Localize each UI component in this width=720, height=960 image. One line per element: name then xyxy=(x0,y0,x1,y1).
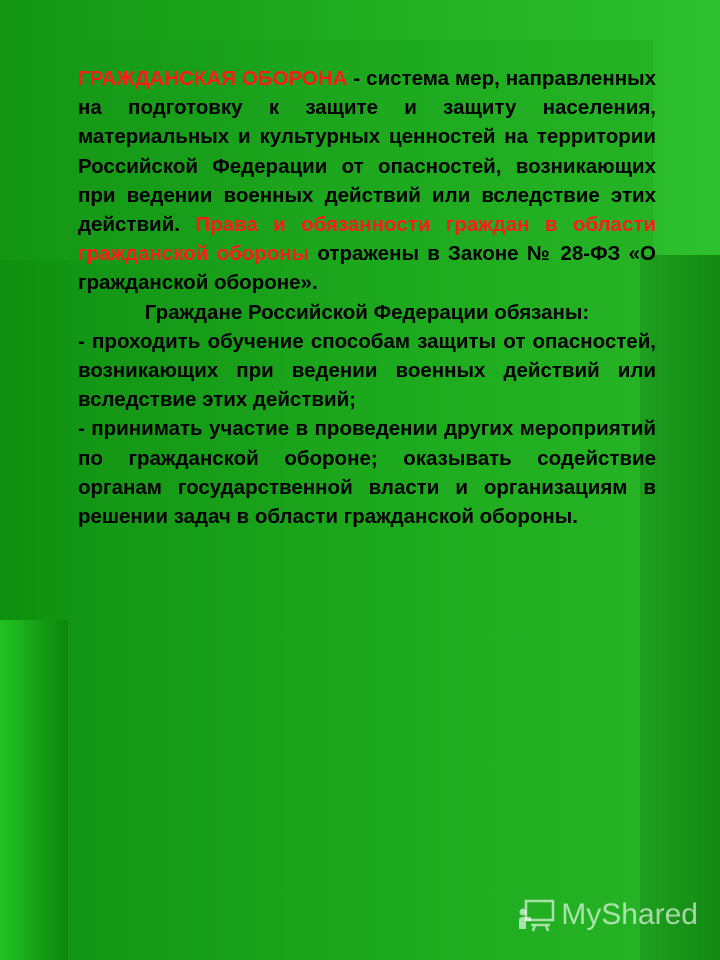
law-text: отражены в Законе № 28-ФЗ «О гражданской обороне». xyxy=(78,242,656,295)
slide-body-text xyxy=(78,64,656,531)
background-strip-left xyxy=(24,620,68,960)
definition-paragraph xyxy=(78,64,656,298)
definition-term: ГРАЖДАНСКАЯ ОБОРОНА xyxy=(78,67,348,90)
duty-item-2: - принимать участие в проведении других мероприятий по гражданской обороне; оказывать содействие органам государственной власти и организациям в решении задач в области гражданской обороны. xyxy=(78,417,656,529)
duties-heading: Граждане Российской Федерации обязаны: xyxy=(144,300,590,324)
watermark xyxy=(517,898,698,932)
watermark-brand: MyShared xyxy=(561,898,698,931)
duty-item-1: - проходить обучение способам защиты от опасностей, возникающих при ведении военных действий или вследствие этих действий; xyxy=(78,329,656,412)
law-highlight: Права и обязанности граждан в области гражданской обороны xyxy=(78,213,656,266)
chalkboard-presenter-icon xyxy=(517,898,555,932)
definition-text: - система мер, направленных на подготовку к защите и защиту населения, материальных и культурных ценностей на территории Российской Федерации от опасностей, возникающих при ведении военных действий или вследствие этих действий. xyxy=(78,67,656,237)
